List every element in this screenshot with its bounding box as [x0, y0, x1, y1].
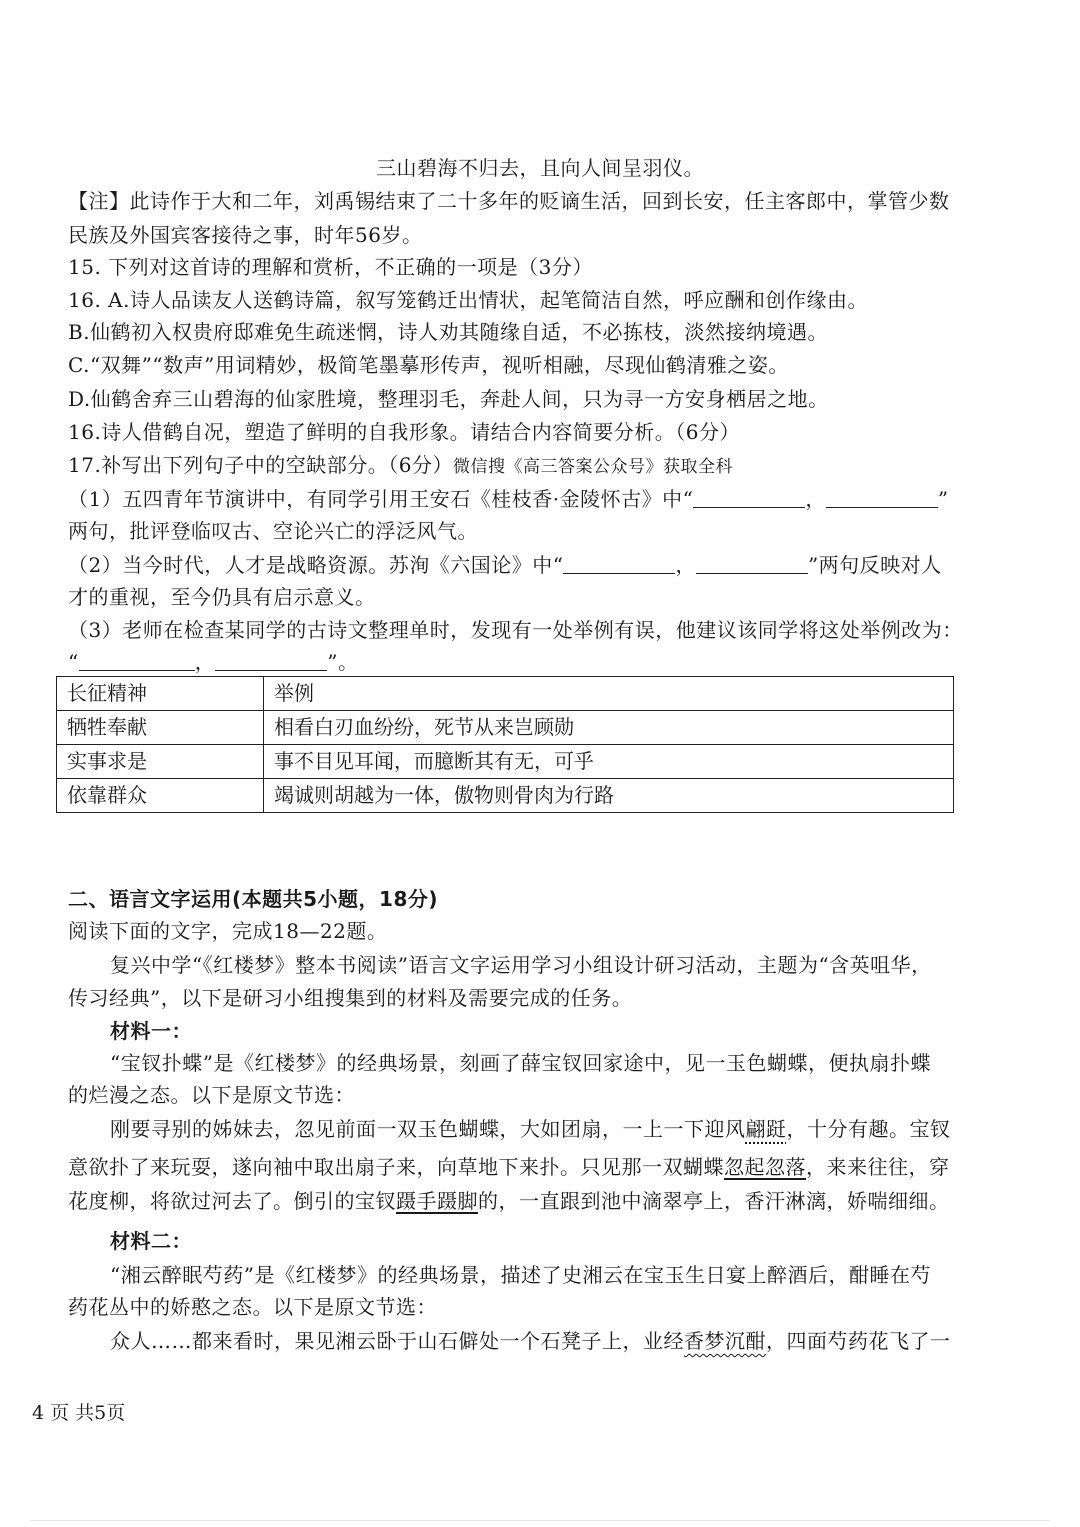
- page-number: 4 页 共5页: [32, 1402, 126, 1424]
- quote-text: 刚要寻别的姊妹去，忽见前面一双玉色蝴蝶，大如团扇，一上一下迎风: [110, 1117, 746, 1141]
- material-2-para-1: “湘云醉眠芍药”是《红楼梦》的经典场景，描述了史湘云在宝玉生日宴上醉酒后，酣睡在芍: [110, 1263, 931, 1287]
- wavy-underlined-term: 香梦沉酣: [684, 1329, 766, 1353]
- section-2-title: 二、语言文字运用(本题共5小题，18分): [68, 887, 439, 911]
- quote-text: 意欲扑了来玩耍，遂向袖中取出扇子来，向草地下来扑。只见那一双蝴蝶: [68, 1155, 724, 1179]
- table-cell: 相看白刃血纷纷，死节从来岂顾勋: [264, 711, 954, 745]
- underlined-term: 忽起忽落: [724, 1155, 806, 1179]
- dotted-term: 翩跹: [745, 1117, 787, 1141]
- material-2-title: 材料二：: [110, 1229, 192, 1253]
- table-cell: 实事求是: [57, 745, 264, 779]
- material-1-title: 材料一：: [110, 1019, 192, 1043]
- question-16-stem: 16.诗人借鹤自况，塑造了鲜明的自我形象。请结合内容简要分析。（6分）: [68, 420, 741, 444]
- material-1-para-1: “宝钗扑蝶”是《红楼梦》的经典场景，刻画了薛宝钗回家途中，见一玉色蝴蝶，便执扇扑蝶: [110, 1051, 931, 1075]
- material-1-quote-1: [110, 1114, 1030, 1144]
- table-cell: 牺牲奉献: [57, 711, 264, 745]
- quote-text: ，来来往往，穿: [806, 1155, 950, 1179]
- section-2-para-1a: 复兴中学“《红楼梦》整本书阅读”语言文字运用学习小组设计研习活动，主题为“含英咀华，: [110, 953, 932, 977]
- note-line-2: 民族及外国宾客接待之事，时年56岁。: [68, 223, 423, 247]
- question-17-item-3-blanks: “ ， ”。: [68, 650, 359, 674]
- question-17-item-2-cont: 才的重视，至今仍具有启示意义。: [68, 585, 376, 609]
- question-15-stem: 15. 下列对这首诗的理解和赏析，不正确的一项是（3分）: [68, 255, 593, 279]
- section-2-para-1b: 传习经典”，以下是研习小组搜集到的材料及需要完成的任务。: [68, 986, 633, 1010]
- question-17-item-2-text: （2）当今时代，人才是战略资源。苏洵《六国论》中“: [68, 553, 564, 577]
- underlined-term: 蹑手蹑脚: [396, 1189, 478, 1213]
- question-16-option-b: B.仙鹤初入权贵府邸难免生疏迷惘，诗人劝其随缘自适，不必拣枝，淡然接纳境遇。: [68, 320, 829, 344]
- quote-text: ，四面芍药花飞了一: [766, 1329, 951, 1353]
- quote-text: 的，一直跟到池中滴翠亭上，香汗淋漓，娇喘细细。: [478, 1189, 950, 1213]
- answer-blank-2b[interactable]: [696, 553, 808, 574]
- answer-blank-3b[interactable]: [215, 650, 327, 671]
- watermark-text: 微信搜《高三答案公众号》获取全科: [453, 457, 734, 477]
- question-17-stem-line: [68, 450, 1028, 482]
- table-cell: 依靠群众: [57, 779, 264, 813]
- question-16-option-c: C.“双舞”“数声”用词精妙，极简笔墨摹形传声，视听相融，尽现仙鹤清雅之姿。: [68, 353, 789, 377]
- question-17-item-3-text: （3）老师在检查某同学的古诗文整理单时，发现有一处举例有误，他建议该同学将这处举例改为：: [68, 618, 963, 642]
- table-cell: 竭诚则胡越为一体，傲物则骨肉为行路: [264, 779, 954, 813]
- answer-blank-2a[interactable]: [563, 553, 675, 574]
- quote-text: 花度柳，将欲过河去了。倒引的宝钗: [68, 1189, 396, 1213]
- poem-last-line: 三山碧海不归去，且向人间呈羽仪。: [376, 156, 704, 180]
- table-header-cell: 长征精神: [57, 677, 264, 711]
- question-17-item-1-text: （1）五四青年节演讲中，有同学引用王安石《桂枝香·金陵怀古》中“: [68, 487, 694, 511]
- question-17-item-2-tail: ”两句反映对人: [807, 553, 942, 577]
- page-bottom-divider: [30, 1520, 1050, 1521]
- table-row: [57, 779, 954, 813]
- question-17-item-2-line: （2）当今时代，人才是战略资源。苏洵《六国论》中“ ， ”两句反映对人: [68, 553, 942, 577]
- answer-blank-1b[interactable]: [826, 487, 938, 508]
- note-line-1: 【注】此诗作于大和二年，刘禹锡结束了二十多年的贬谪生活，回到长安，任主客郎中，掌管少数: [68, 189, 950, 213]
- material-2-quote: [110, 1326, 1030, 1356]
- question-17-item-1-line: （1）五四青年节演讲中，有同学引用王安石《桂枝香·金陵怀古》中“ ， ”: [68, 487, 949, 511]
- question-17-item-1-cont: 两句，批评登临叹古、空论兴亡的浮泛风气。: [68, 519, 478, 543]
- question-17-item-3-tail: ”。: [327, 650, 359, 674]
- quote-text: 众人……都来看时，果见湘云卧于山石僻处一个石凳子上，业经: [110, 1329, 684, 1353]
- quote-text: ，十分有趣。宝钗: [786, 1117, 951, 1141]
- long-march-spirit-table: [56, 676, 954, 813]
- section-2-intro: 阅读下面的文字，完成18—22题。: [68, 919, 388, 943]
- table-header-row: [57, 677, 954, 711]
- table-row: [57, 711, 954, 745]
- table-cell: 事不目见耳闻，而臆断其有无，可乎: [264, 745, 954, 779]
- table-row: [57, 745, 954, 779]
- answer-blank-3a[interactable]: [79, 650, 195, 671]
- material-1-para-2: 的烂漫之态。以下是原文节选：: [68, 1083, 355, 1107]
- question-16-option-d: D.仙鹤舍弃三山碧海的仙家胜境，整理羽毛，奔赴人间，只为寻一方安身栖居之地。: [68, 387, 829, 411]
- question-16-option-a: 16. A.诗人品读友人送鹤诗篇，叙写笼鹤迁出情状，起笔简洁自然，呼应酬和创作缘由。: [68, 288, 868, 312]
- material-1-quote-2: [68, 1152, 1028, 1182]
- question-17-stem: 17.补写出下列句子中的空缺部分。（6分）: [68, 453, 454, 477]
- material-2-para-2: 药花丛中的娇憨之态。以下是原文节选：: [68, 1295, 437, 1319]
- material-1-quote-3: [68, 1186, 1028, 1216]
- answer-blank-1a[interactable]: [693, 487, 805, 508]
- table-header-cell: 举例: [264, 677, 954, 711]
